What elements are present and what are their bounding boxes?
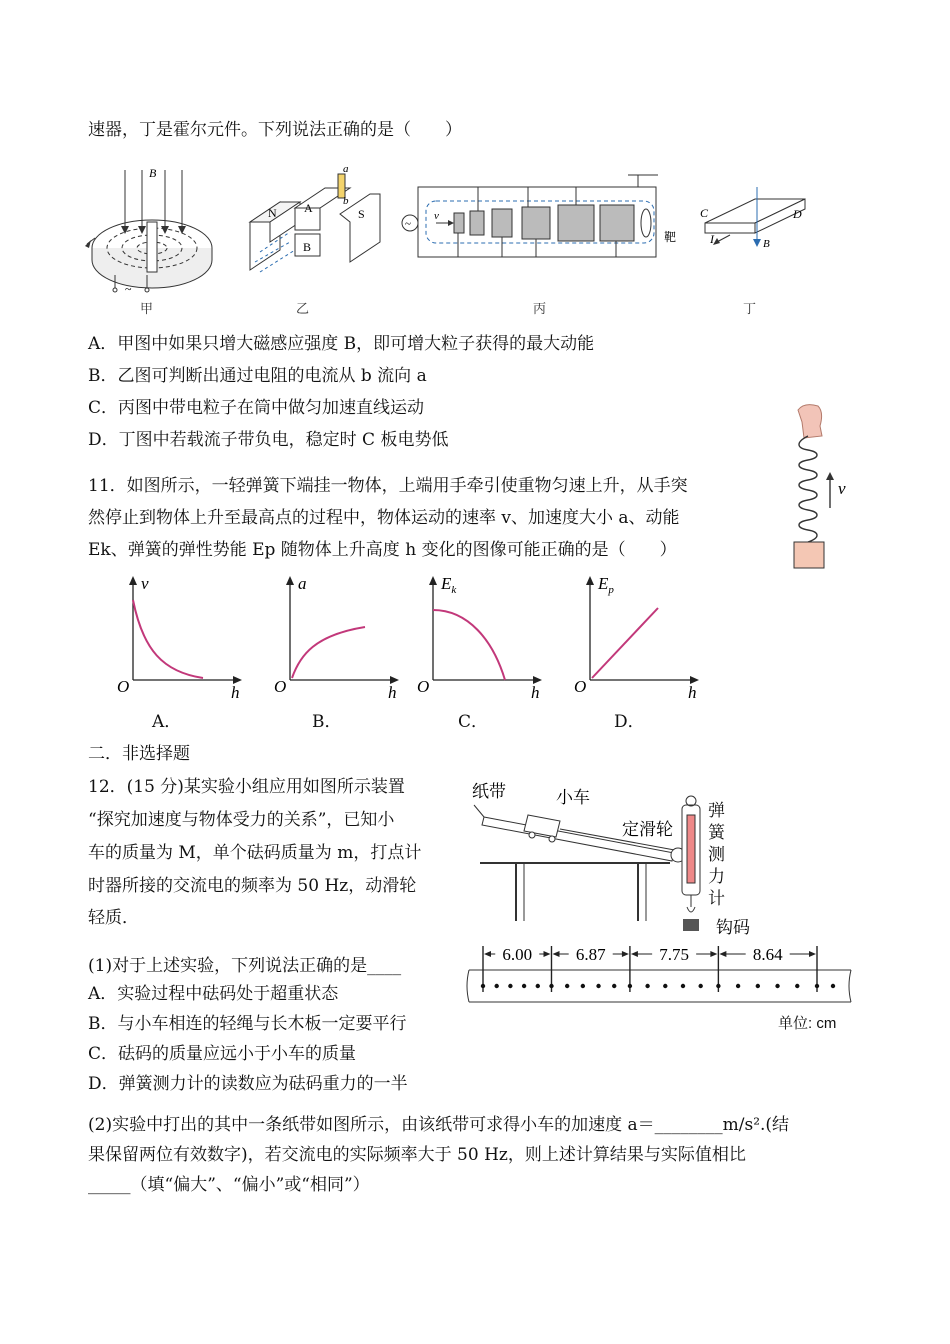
tape-dot	[663, 984, 667, 988]
q11-spring-figure	[788, 402, 858, 574]
yi-B-label: B	[303, 240, 312, 254]
graph-curve	[433, 610, 505, 680]
q11-option-a: A．	[152, 712, 182, 732]
tape-dim-arrow	[543, 951, 550, 957]
graph-origin: O	[117, 677, 130, 696]
q11-line-1: 11．如图所示，一轻弹簧下端挂一物体，上端用手牵引使重物匀速上升，从手突	[88, 476, 688, 496]
tape-dim-arrow	[631, 951, 638, 957]
svg-text:~: ~	[405, 218, 411, 230]
graph-y-arrow	[129, 576, 137, 585]
tape-dot	[522, 984, 526, 988]
tape-dot	[681, 984, 685, 988]
q12-intro-5: 轻质．	[88, 908, 139, 928]
tape-segment-value: 6.87	[575, 945, 606, 964]
graph-curve	[133, 600, 203, 678]
q12-part1: (1)对于上述实验，下列说法正确的是____	[88, 956, 402, 976]
graph-curve	[292, 627, 365, 678]
q10-option-a: A．甲图中如果只增大磁感应强度 B，即可增大粒子获得的最大动能	[88, 334, 595, 354]
yi-S-label: S	[358, 207, 365, 221]
tape-dot	[815, 984, 819, 988]
caption-yi: 乙	[296, 302, 310, 317]
yi-b-label: b	[343, 195, 349, 207]
graph-y-arrow	[586, 576, 594, 585]
label-weight: 钩码	[716, 918, 750, 937]
q12-part2-line-3: _____（填“偏大”、“偏小”或“相同”）	[88, 1175, 370, 1195]
tape-dot	[536, 984, 540, 988]
tape-unit: 单位: cm	[778, 1015, 837, 1032]
tape-dot	[628, 984, 632, 988]
graph-ylabel: $E_p$	[598, 574, 614, 596]
yi-a-label: a	[343, 163, 349, 175]
q11-option-c: C．	[458, 712, 489, 732]
tape-dot	[795, 984, 799, 988]
q10-intro: 速器，丁是霍尔元件。下列说法正确的是（ ）	[88, 120, 462, 140]
section-2-heading: 二．非选择题	[88, 744, 190, 764]
bing-target-label: 靶	[664, 230, 677, 244]
tape-segment-value: 7.75	[659, 945, 690, 964]
yi-N-label: N	[268, 206, 277, 220]
graph-xlabel: h	[531, 683, 540, 702]
tape-dim-arrow	[622, 951, 629, 957]
q12-part1-option-d: D．弹簧测力计的读数应为砝码重力的一半	[88, 1074, 408, 1094]
q10-option-b: B．乙图可判断出通过电阻的电流从 b 流向 a	[88, 366, 427, 386]
tape-dot	[565, 984, 569, 988]
graph-ylabel: a	[298, 574, 307, 593]
q11-option-b: B．	[312, 712, 342, 732]
fig-jia-cyclotron	[85, 160, 220, 300]
graph-ylabel: v	[141, 574, 149, 593]
q12-intro-3: 车的质量为 M，单个砝码质量为 m，打点计	[88, 843, 422, 863]
q11-graphs	[0, 570, 720, 720]
tape-dot	[508, 984, 512, 988]
q11-line-3: Ek、弹簧的弹性势能 Ep 随物体上升高度 h 变化的图像可能正确的是（ ）	[88, 540, 677, 560]
ding-D-label: D	[793, 207, 802, 221]
jia-tilde-label: ~	[125, 282, 132, 296]
tape-dot	[756, 984, 760, 988]
fig-bing-linac	[398, 165, 688, 265]
q12-intro-1: 12．(15 分)某实验小组应用如图所示装置	[88, 777, 405, 797]
tape-dot	[612, 984, 616, 988]
tape-dot	[581, 984, 585, 988]
q12-part1-option-c: C．砝码的质量应远小于小车的质量	[88, 1044, 357, 1064]
label-spring-scale: 弹簧测力计	[708, 801, 725, 908]
yi-A-label: A	[304, 201, 313, 215]
fig-ding-hall	[695, 185, 815, 255]
tape-dim-arrow	[710, 951, 717, 957]
graph-ylabel: $E_k$	[441, 574, 457, 596]
paper-tape	[465, 940, 855, 1010]
q12-intro-2: “探究加速度与物体受力的关系”，已知小	[88, 810, 395, 830]
tape-dot	[698, 984, 702, 988]
q12-part1-option-a: A．实验过程中砝码处于超重状态	[88, 984, 339, 1004]
tape-dot	[831, 984, 835, 988]
graph-y-arrow	[429, 576, 437, 585]
graph-origin: O	[274, 677, 287, 696]
spring-v-label: v	[838, 479, 846, 498]
ding-B-label: B	[763, 238, 770, 250]
tape-dot	[549, 984, 553, 988]
caption-jia: 甲	[140, 302, 154, 317]
q10-option-c: C．丙图中带电粒子在筒中做匀加速直线运动	[88, 398, 425, 418]
tape-dim-arrow	[484, 951, 491, 957]
tape-dot	[596, 984, 600, 988]
label-pulley: 定滑轮	[622, 820, 673, 839]
graph-curve	[592, 608, 658, 678]
tape-dot	[736, 984, 740, 988]
ding-C-label: C	[700, 206, 709, 220]
q11-line-2: 然停止到物体上升至最高点的过程中，物体运动的速率 v、加速度大小 a、动能	[88, 508, 680, 528]
q12-intro-4: 时器所接的交流电的频率为 50 Hz，动滑轮	[88, 876, 417, 896]
graph-xlabel: h	[388, 683, 397, 702]
graph-origin: O	[417, 677, 430, 696]
caption-bing: 丙	[533, 302, 547, 317]
q11-option-d: D．	[614, 712, 645, 732]
tape-segment-value: 8.64	[752, 945, 783, 964]
graph-xlabel: h	[688, 683, 697, 702]
tape-dim-arrow	[719, 951, 726, 957]
tape-dot	[481, 984, 485, 988]
tape-segment-value: 6.00	[502, 945, 533, 964]
q12-part2-line-1: (2)实验中打出的其中一条纸带如图所示，由该纸带可求得小车的加速度 a＝________m/s².(结	[88, 1115, 790, 1135]
tape-dim-arrow	[809, 951, 816, 957]
label-cart: 小车	[556, 788, 590, 807]
tape-dot	[775, 984, 779, 988]
graph-xlabel: h	[231, 683, 240, 702]
caption-ding: 丁	[743, 302, 757, 317]
bing-v-label: v	[434, 210, 439, 222]
q12-part1-option-b: B．与小车相连的轻绳与长木板一定要平行	[88, 1014, 407, 1034]
jia-B-label: B	[149, 166, 157, 180]
tape-dot	[716, 984, 720, 988]
q10-option-d: D．丁图中若载流子带负电，稳定时 C 板电势低	[88, 430, 449, 450]
ding-I-label: I	[710, 232, 714, 246]
tape-dim-arrow	[552, 951, 559, 957]
fig-yi-generator	[240, 162, 390, 282]
tape-dot	[494, 984, 498, 988]
q12-part2-line-2: 果保留两位有效数字)，若交流电的实际频率大于 50 Hz，则上述计算结果与实际值相比	[88, 1145, 746, 1165]
label-tape: 纸带	[472, 782, 506, 801]
graph-origin: O	[574, 677, 587, 696]
graph-y-arrow	[286, 576, 294, 585]
tape-dot	[645, 984, 649, 988]
